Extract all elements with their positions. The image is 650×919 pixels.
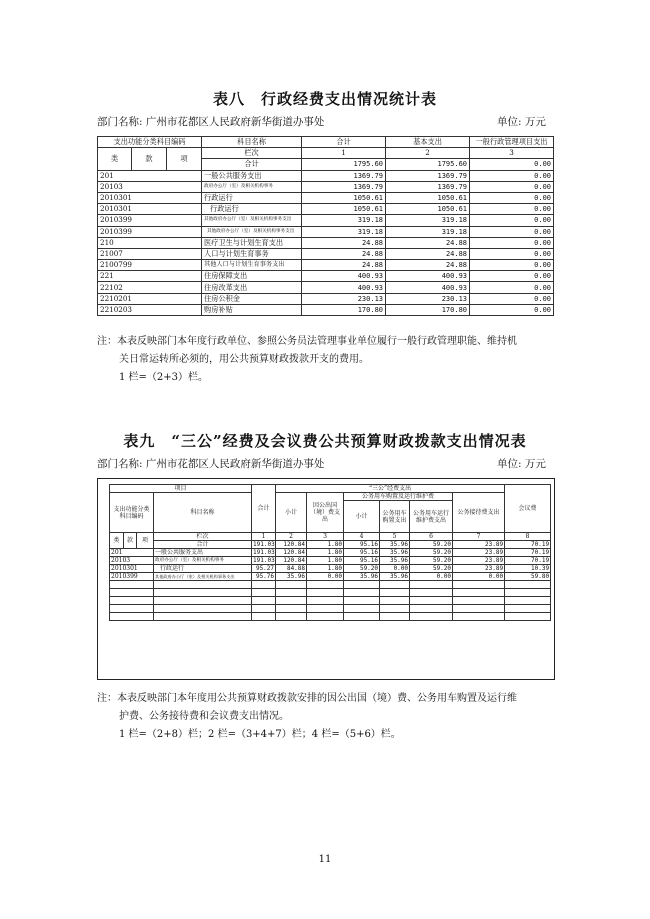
header-name: 科目名称	[202, 137, 302, 148]
table-row: 2210201 住房公积金 230.13 230.13 0.00	[98, 293, 554, 304]
header-lanci: 栏次	[202, 148, 302, 159]
table9-unit: 单位: 万元	[497, 458, 546, 470]
header-name: 科目名称	[154, 493, 252, 533]
table9-note-formula: 1 栏=（2+8）栏；2 栏=（3+4+7）栏；4 栏=（5+6）栏。	[119, 729, 401, 740]
table-row: 21007 人口与计划生育事务 24.88 24.88 0.00	[98, 248, 554, 259]
table8-note-line1: 注：本表反映部门本年度行政单位、参照公务员法管理事业单位履行一般行政管理职能、维持机	[97, 336, 517, 347]
table-row-empty	[110, 581, 551, 589]
header-total: 合计	[302, 137, 386, 148]
table9	[109, 484, 551, 621]
table-row: 20103 政府办公厅（室）及相关机构事务 1369.79 1369.79 0.00	[98, 181, 554, 192]
header-code-group: 支出功能分类科目编码	[110, 493, 154, 533]
table8-note-formula: 1 栏=（2+3）栏。	[119, 372, 209, 383]
table8-department: 部门名称: 广州市花都区人民政府新华街道办事处	[97, 116, 325, 128]
table9-department: 部门名称: 广州市花都区人民政府新华街道办事处	[97, 458, 325, 470]
table8-note-line2: 关日常运转所必须的，用公共预算财政拨款开支的费用。	[119, 354, 369, 365]
col-2: 2	[386, 148, 470, 159]
table-row-empty	[110, 597, 551, 605]
header-sangong: “三公”经费支出	[276, 485, 505, 493]
table9-title: 表九 “三公”经费及会议费公共预算财政拨款支出情况表	[123, 432, 527, 450]
header-reception: 公务接待费支出	[453, 493, 505, 533]
header-project: 一般行政管理项目支出	[470, 137, 554, 148]
header-basic: 基本支出	[386, 137, 470, 148]
table-row: 22102 住房改革支出 400.93 400.93 0.00	[98, 282, 554, 293]
table-row-empty	[110, 605, 551, 613]
table-row: 20103 政府办公厅（室）及相关机构事务 191.03 120.84 1.80 95.16 35.96 59.20 23.89 70.19	[111, 557, 550, 564]
header-total: 合计	[252, 485, 276, 533]
table-row-empty	[110, 589, 551, 597]
table-row: 2010399 其他政府办公厅（室）及相关机构事务支出 319.18 319.18 0.00	[98, 215, 554, 226]
table-row: 201 一般公共服务支出 1369.79 1369.79 0.00	[98, 170, 554, 181]
header-kuan: 款	[132, 148, 167, 170]
table-row: 合计 1795.60 1795.60 0.00	[98, 159, 554, 170]
table-row: 2010399 其他政府办公厅（室）及相关机构事务支出 95.76 35.96 0.00 35.96 35.96 0.00 0.00 59.80	[111, 573, 550, 580]
col-7: 7	[453, 533, 505, 541]
header-xiang: 项	[137, 533, 154, 549]
col-3: 3	[470, 148, 554, 159]
table-row: 2210203 购房补贴 170.80 170.80 0.00	[98, 304, 554, 315]
header-item: 项目	[110, 485, 252, 493]
col-3: 3	[307, 533, 344, 541]
header-lei: 类	[110, 533, 124, 549]
table-row: 2100799 其他人口与计划生育事务支出 24.88 24.88 0.00	[98, 260, 554, 271]
col-2: 2	[276, 533, 307, 541]
table8-unit: 单位: 万元	[497, 116, 546, 128]
header-car-group: 公务用车购置及运行维护费	[344, 493, 453, 501]
table8-title: 表八 行政经费支出情况统计表	[212, 90, 437, 108]
col-5: 5	[380, 533, 410, 541]
header-abroad: 因公出国（境）费支出	[307, 493, 344, 533]
header-meeting: 会议费	[505, 485, 551, 533]
header-car-run: 公务用车运行维护费支出	[410, 501, 453, 533]
table-row: 210 医疗卫生与计划生育支出 24.88 24.88 0.00	[98, 237, 554, 248]
table-row-empty	[110, 613, 551, 621]
col-1: 1	[252, 533, 276, 541]
table-row: 2010301 行政运行 1050.61 1050.61 0.00	[98, 204, 554, 215]
table9-note-line2: 护费、公务接待费和会议费支出情况。	[119, 711, 289, 722]
header-car-subtotal: 小计	[344, 501, 380, 533]
table-row: 2010399 其他政府办公厅（室）及相关机构事务支出 319.18 319.18 0.00	[98, 226, 554, 237]
col-8: 8	[505, 533, 551, 541]
col-4: 4	[344, 533, 380, 541]
header-subtotal: 小计	[276, 493, 307, 533]
col-6: 6	[410, 533, 453, 541]
header-kuan: 款	[124, 533, 137, 549]
header-car-buy: 公务用车购置支出	[380, 501, 410, 533]
table-row: 合计 191.03 120.84 1.80 95.16 35.96 59.20 23.89 70.19	[110, 541, 551, 549]
page-number: 11	[318, 854, 332, 865]
col-1: 1	[302, 148, 386, 159]
table-row: 2010301 行政运行 95.27 84.88 1.80 59.20 0.00 59.20 23.89 10.39	[111, 565, 550, 572]
header-code-group: 支出功能分类科目编码	[98, 137, 202, 148]
header-lanci: 栏次	[154, 533, 252, 541]
table-row: 221 住房保障支出 400.93 400.93 0.00	[98, 271, 554, 282]
header-lei: 类	[98, 148, 132, 170]
table9-note-line1: 注：本表反映部门本年度用公共预算财政拨款安排的因公出国（境）费、公务用车购置及运行维	[97, 693, 517, 704]
table8	[97, 136, 554, 316]
table-row: 201 一般公共服务支出 191.03 120.84 1.80 95.16 35.96 59.20 23.89 70.19	[111, 549, 550, 556]
header-xiang: 项	[167, 148, 202, 170]
table-row: 2010301 行政运行 1050.61 1050.61 0.00	[98, 192, 554, 203]
